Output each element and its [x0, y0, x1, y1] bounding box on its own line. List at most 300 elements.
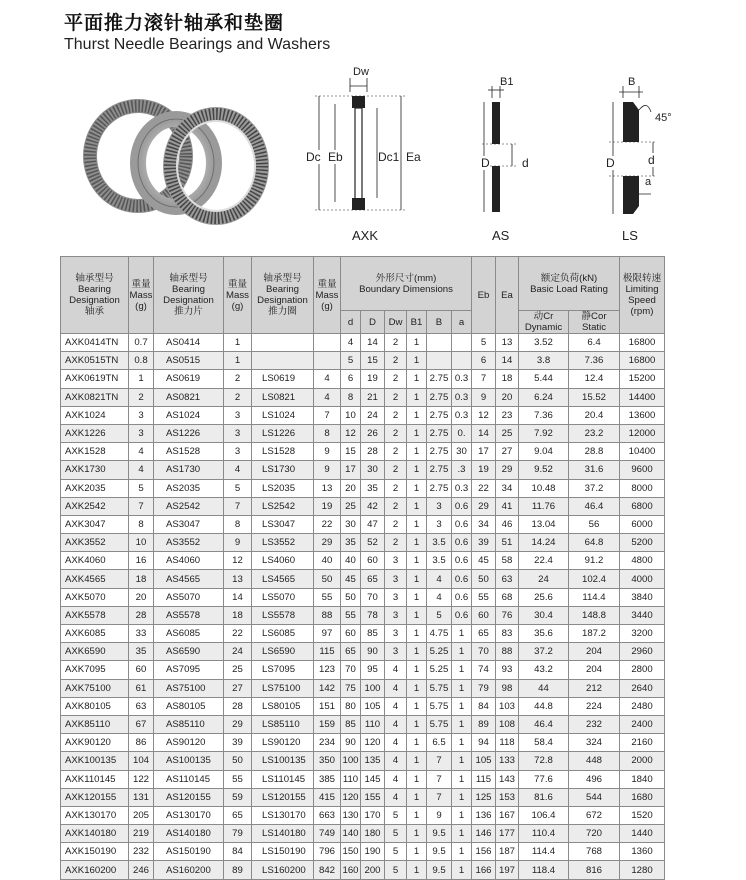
table-cell: AS3047 [154, 515, 224, 533]
table-cell: 3 [224, 443, 252, 461]
table-cell: 5.25 [427, 661, 452, 679]
table-cell: 12000 [620, 424, 665, 442]
table-cell: 102.4 [569, 570, 620, 588]
table-cell: 16800 [620, 334, 665, 352]
table-cell: 28 [129, 606, 154, 624]
table-cell: 15 [361, 352, 385, 370]
table-cell: 544 [569, 788, 620, 806]
header-D: D [361, 311, 385, 334]
table-cell: 131 [129, 788, 154, 806]
table-cell: 2 [385, 370, 407, 388]
table-cell: 90 [341, 734, 361, 752]
table-row [61, 461, 665, 479]
table-cell: LS6085 [252, 625, 314, 643]
table-row [61, 697, 665, 715]
table-cell: 1 [452, 661, 472, 679]
table-cell: 6.4 [569, 334, 620, 352]
table-cell: AS1528 [154, 443, 224, 461]
table-cell: AXK120155 [61, 788, 129, 806]
table-cell: 120 [341, 788, 361, 806]
table-row [61, 570, 665, 588]
table-cell: 20 [341, 479, 361, 497]
table-cell: LS5070 [252, 588, 314, 606]
table-cell: 3 [224, 424, 252, 442]
table-cell: 25 [341, 497, 361, 515]
table-cell: 40 [341, 552, 361, 570]
table-cell: 2 [385, 497, 407, 515]
table-cell: AS110145 [154, 770, 224, 788]
table-cell: 4 [385, 788, 407, 806]
table-cell: 448 [569, 752, 620, 770]
table-cell: 1 [407, 679, 427, 697]
table-cell: LS2542 [252, 497, 314, 515]
table-cell: 58.4 [519, 734, 569, 752]
table-cell: 34 [496, 479, 519, 497]
table-cell: 187.2 [569, 625, 620, 643]
table-cell: 14 [496, 352, 519, 370]
table-cell: 28 [224, 697, 252, 715]
table-cell: 12 [224, 552, 252, 570]
table-cell: 2 [385, 424, 407, 442]
table-cell: 146 [472, 825, 496, 843]
table-cell: 5.75 [427, 679, 452, 697]
table-cell: AXK140180 [61, 825, 129, 843]
table-cell: 1 [407, 661, 427, 679]
table-cell: 79 [224, 825, 252, 843]
table-cell: 1280 [620, 861, 665, 879]
table-cell: 0. [452, 424, 472, 442]
table-cell: 816 [569, 861, 620, 879]
table-cell: 1 [407, 825, 427, 843]
table-cell: AS80105 [154, 697, 224, 715]
table-cell: 42 [361, 497, 385, 515]
table-cell: 13 [496, 334, 519, 352]
table-cell: 95 [361, 661, 385, 679]
table-cell: AXK4565 [61, 570, 129, 588]
table-cell: 3 [385, 588, 407, 606]
table-cell: 1 [407, 515, 427, 533]
table-cell: 20 [129, 588, 154, 606]
table-cell [452, 334, 472, 352]
table-cell: 1 [407, 570, 427, 588]
table-cell: 4 [224, 461, 252, 479]
table-cell: 30 [361, 461, 385, 479]
header-b: B [427, 311, 452, 334]
table-cell: 84 [224, 843, 252, 861]
table-cell: 80 [341, 697, 361, 715]
table-cell: 3 [385, 606, 407, 624]
table-cell: 2160 [620, 734, 665, 752]
table-cell: 219 [129, 825, 154, 843]
table-cell: 720 [569, 825, 620, 843]
table-cell: 51 [496, 534, 519, 552]
table-cell: 224 [569, 697, 620, 715]
table-cell: 50 [472, 570, 496, 588]
table-cell: AS2542 [154, 497, 224, 515]
table-cell: 385 [314, 770, 341, 788]
table-cell: 40 [314, 552, 341, 570]
table-cell: 43.2 [519, 661, 569, 679]
table-cell: 60 [341, 625, 361, 643]
table-cell: 190 [361, 843, 385, 861]
table-cell: AXK6085 [61, 625, 129, 643]
table-cell: 59 [224, 788, 252, 806]
table-cell: 10 [129, 534, 154, 552]
table-cell: 1 [452, 861, 472, 879]
table-cell: 47 [361, 515, 385, 533]
table-cell: 46.4 [519, 715, 569, 733]
as-diagram [478, 66, 538, 236]
table-cell: 52 [361, 534, 385, 552]
as-d-inner-label: d [522, 156, 529, 170]
table-row [61, 861, 665, 879]
table-cell: 232 [129, 843, 154, 861]
table-cell: 1 [407, 861, 427, 879]
header-boundary-dimensions: 外形尺寸(mm) Boundary Dimensions [341, 257, 472, 311]
table-cell: 7 [314, 406, 341, 424]
ls-a-label: a [645, 176, 652, 188]
table-cell: AS6590 [154, 643, 224, 661]
table-cell: 50 [341, 588, 361, 606]
table-cell: AS160200 [154, 861, 224, 879]
table-cell: 75 [341, 679, 361, 697]
table-cell: 17 [472, 443, 496, 461]
table-cell: 4 [385, 715, 407, 733]
table-cell: 22.4 [519, 552, 569, 570]
table-cell: 88 [496, 643, 519, 661]
table-cell: 86 [129, 734, 154, 752]
table-cell: 0.6 [452, 552, 472, 570]
table-cell: LS130170 [252, 806, 314, 824]
table-cell: 25.6 [519, 588, 569, 606]
table-cell: AXK2542 [61, 497, 129, 515]
table-cell: 4.75 [427, 625, 452, 643]
table-row [61, 679, 665, 697]
table-cell: 159 [314, 715, 341, 733]
table-cell: 496 [569, 770, 620, 788]
header-dw: Dw [385, 311, 407, 334]
table-cell: AS1226 [154, 424, 224, 442]
table-cell: 1 [407, 352, 427, 370]
table-cell: 60 [361, 552, 385, 570]
table-cell: 155 [361, 788, 385, 806]
table-row [61, 788, 665, 806]
table-cell: 120 [361, 734, 385, 752]
table-cell: 5 [472, 334, 496, 352]
table-cell: 4800 [620, 552, 665, 570]
table-cell: AXK0619TN [61, 370, 129, 388]
table-cell: AS0414 [154, 334, 224, 352]
table-cell: 98 [496, 679, 519, 697]
table-cell: AXK100135 [61, 752, 129, 770]
table-cell: 16800 [620, 352, 665, 370]
table-cell: 1 [407, 770, 427, 788]
table-cell: 2 [129, 388, 154, 406]
table-row [61, 388, 665, 406]
table-cell: 5 [385, 861, 407, 879]
table-cell: 1 [407, 461, 427, 479]
table-cell: 23 [496, 406, 519, 424]
table-cell: 39 [472, 534, 496, 552]
table-cell: 14.24 [519, 534, 569, 552]
table-cell: 46.4 [569, 497, 620, 515]
table-cell: 135 [361, 752, 385, 770]
table-cell: 27 [496, 443, 519, 461]
table-cell: 103 [496, 697, 519, 715]
table-cell: LS85110 [252, 715, 314, 733]
table-cell: LS2035 [252, 479, 314, 497]
table-cell: 6000 [620, 515, 665, 533]
table-cell: 7 [427, 770, 452, 788]
table-cell: 10400 [620, 443, 665, 461]
table-cell: 9 [427, 806, 452, 824]
table-cell: AS140180 [154, 825, 224, 843]
table-cell: 7 [427, 788, 452, 806]
table-cell: 4 [314, 370, 341, 388]
table-row [61, 515, 665, 533]
table-cell: 70 [341, 661, 361, 679]
table-cell: LS1226 [252, 424, 314, 442]
page-title-en: Thurst Needle Bearings and Washers [64, 36, 331, 53]
table-cell [452, 352, 472, 370]
table-cell: 2 [385, 534, 407, 552]
table-cell: 1 [452, 643, 472, 661]
header-axk-mass: 重量 Mass (g) [129, 257, 154, 334]
table-cell: 177 [496, 825, 519, 843]
table-cell: 3840 [620, 588, 665, 606]
table-cell: 56 [569, 515, 620, 533]
table-cell: 5.25 [427, 643, 452, 661]
ls-d-inner-label: d [648, 153, 655, 167]
table-cell: 45 [472, 552, 496, 570]
table-row [61, 443, 665, 461]
table-cell: AXK160200 [61, 861, 129, 879]
table-cell: AXK85110 [61, 715, 129, 733]
table-cell: 33 [129, 625, 154, 643]
table-row [61, 406, 665, 424]
table-row [61, 625, 665, 643]
table-cell: 72.8 [519, 752, 569, 770]
table-cell: 1 [407, 625, 427, 643]
header-dynamic: 动Cr Dynamic [519, 311, 569, 334]
table-cell: LS6590 [252, 643, 314, 661]
table-cell: 29 [472, 497, 496, 515]
table-cell: AS90120 [154, 734, 224, 752]
axk-dw-label: Dw [353, 66, 369, 78]
table-cell: 19 [361, 370, 385, 388]
table-cell: 122 [129, 770, 154, 788]
table-cell: 114.4 [519, 843, 569, 861]
table-cell: 8000 [620, 479, 665, 497]
as-label: AS [492, 228, 510, 243]
table-cell: 1840 [620, 770, 665, 788]
table-cell: 35 [341, 534, 361, 552]
table-cell: 64.8 [569, 534, 620, 552]
table-cell: 0.6 [452, 588, 472, 606]
table-cell: AS4565 [154, 570, 224, 588]
table-cell: 44 [519, 679, 569, 697]
table-cell: LS100135 [252, 752, 314, 770]
table-cell: 9.52 [519, 461, 569, 479]
table-cell: 672 [569, 806, 620, 824]
table-cell: 148.8 [569, 606, 620, 624]
table-cell: 5.44 [519, 370, 569, 388]
table-cell: 7 [224, 497, 252, 515]
table-cell: 2400 [620, 715, 665, 733]
table-cell: LS3552 [252, 534, 314, 552]
table-row [61, 588, 665, 606]
table-cell: 35 [361, 479, 385, 497]
table-cell [427, 352, 452, 370]
table-cell: LS160200 [252, 861, 314, 879]
table-cell: 1 [452, 625, 472, 643]
table-cell: 3 [129, 424, 154, 442]
table-cell: AXK7095 [61, 661, 129, 679]
table-cell: 1 [407, 424, 427, 442]
table-cell: 4 [385, 697, 407, 715]
axk-dc-label: Dc [306, 150, 321, 164]
table-cell: 79 [472, 679, 496, 697]
table-cell: 118.4 [519, 861, 569, 879]
table-cell: 1 [407, 406, 427, 424]
table-cell: 55 [224, 770, 252, 788]
table-cell: 3.8 [519, 352, 569, 370]
table-cell: 1 [452, 825, 472, 843]
table-cell: 110 [341, 770, 361, 788]
table-cell: 6800 [620, 497, 665, 515]
table-cell: 1520 [620, 806, 665, 824]
table-cell: 21 [361, 388, 385, 406]
table-cell: 0.6 [452, 570, 472, 588]
table-cell: 5200 [620, 534, 665, 552]
table-cell: AXK6590 [61, 643, 129, 661]
table-cell: 37.2 [569, 479, 620, 497]
header-ls-designation: 轴承型号 Bearing Designation 推力圈 [252, 257, 314, 334]
table-cell: AS85110 [154, 715, 224, 733]
table-cell: AXK1226 [61, 424, 129, 442]
table-cell: 2800 [620, 661, 665, 679]
table-row [61, 825, 665, 843]
table-cell: 65 [341, 643, 361, 661]
table-cell: 2.75 [427, 479, 452, 497]
table-cell: 3 [427, 515, 452, 533]
table-cell: 15.52 [569, 388, 620, 406]
table-cell: 3200 [620, 625, 665, 643]
table-cell: 1 [452, 788, 472, 806]
table-cell: 29 [224, 715, 252, 733]
table-cell: 4 [385, 770, 407, 788]
table-cell: 1 [129, 370, 154, 388]
table-cell: 23.2 [569, 424, 620, 442]
table-cell: 160 [341, 861, 361, 879]
table-cell: 88 [314, 606, 341, 624]
table-cell: 7 [472, 370, 496, 388]
table-cell: AS6085 [154, 625, 224, 643]
table-cell: 145 [361, 770, 385, 788]
table-cell: 30 [341, 515, 361, 533]
bearing-spec-table [60, 256, 665, 880]
table-cell: 22 [314, 515, 341, 533]
table-cell: 70 [472, 643, 496, 661]
header-d: d [341, 311, 361, 334]
table-cell: 1 [407, 697, 427, 715]
table-cell: 5 [385, 843, 407, 861]
table-cell: 8 [314, 424, 341, 442]
table-cell: 1 [407, 534, 427, 552]
table-cell [252, 334, 314, 352]
table-cell: 110 [361, 715, 385, 733]
table-cell: AXK5070 [61, 588, 129, 606]
table-cell: 89 [472, 715, 496, 733]
table-cell: 24 [361, 406, 385, 424]
table-cell: LS120155 [252, 788, 314, 806]
table-row [61, 606, 665, 624]
table-cell: 156 [472, 843, 496, 861]
table-cell: 204 [569, 643, 620, 661]
table-cell: AXK1528 [61, 443, 129, 461]
table-cell: 4 [129, 461, 154, 479]
table-cell: LS0619 [252, 370, 314, 388]
table-cell: 93 [496, 661, 519, 679]
ls-label: LS [622, 228, 638, 243]
table-cell: 85 [341, 715, 361, 733]
ls-diagram [595, 66, 685, 236]
table-cell: 110.4 [519, 825, 569, 843]
table-cell: 4 [385, 661, 407, 679]
table-cell: 1 [407, 479, 427, 497]
table-cell: 150 [341, 843, 361, 861]
table-cell: 0.3 [452, 370, 472, 388]
table-cell: 140 [341, 825, 361, 843]
table-row [61, 552, 665, 570]
table-cell: AXK1730 [61, 461, 129, 479]
table-cell: 118 [496, 734, 519, 752]
table-cell: LS4060 [252, 552, 314, 570]
table-cell: 2 [385, 388, 407, 406]
table-row [61, 843, 665, 861]
table-cell: 123 [314, 661, 341, 679]
table-cell: 2.75 [427, 406, 452, 424]
page-title-cn: 平面推力滚针轴承和垫圈 [64, 12, 285, 34]
header-ea: Ea [496, 257, 519, 334]
table-cell: 204 [569, 661, 620, 679]
table-cell: 234 [314, 734, 341, 752]
table-cell: 30.4 [519, 606, 569, 624]
diagram-area [0, 58, 746, 258]
table-cell: 2.75 [427, 388, 452, 406]
table-cell: LS90120 [252, 734, 314, 752]
table-cell: 7.36 [519, 406, 569, 424]
table-cell: 2960 [620, 643, 665, 661]
table-cell: 1 [224, 334, 252, 352]
table-cell: AXK110145 [61, 770, 129, 788]
table-cell: 9.5 [427, 861, 452, 879]
table-row [61, 497, 665, 515]
table-cell: 26 [361, 424, 385, 442]
table-cell: AS75100 [154, 679, 224, 697]
table-cell: 0.8 [129, 352, 154, 370]
table-cell: 4000 [620, 570, 665, 588]
table-cell: 12 [472, 406, 496, 424]
axk-label: AXK [352, 228, 379, 243]
table-cell: 166 [472, 861, 496, 879]
header-basic-load-rating: 额定负荷(kN) Basic Load Rating [519, 257, 620, 311]
table-cell: 60 [472, 606, 496, 624]
table-cell: 8 [129, 515, 154, 533]
table-cell: 3 [129, 406, 154, 424]
table-cell: 65 [224, 806, 252, 824]
table-cell: 6 [472, 352, 496, 370]
